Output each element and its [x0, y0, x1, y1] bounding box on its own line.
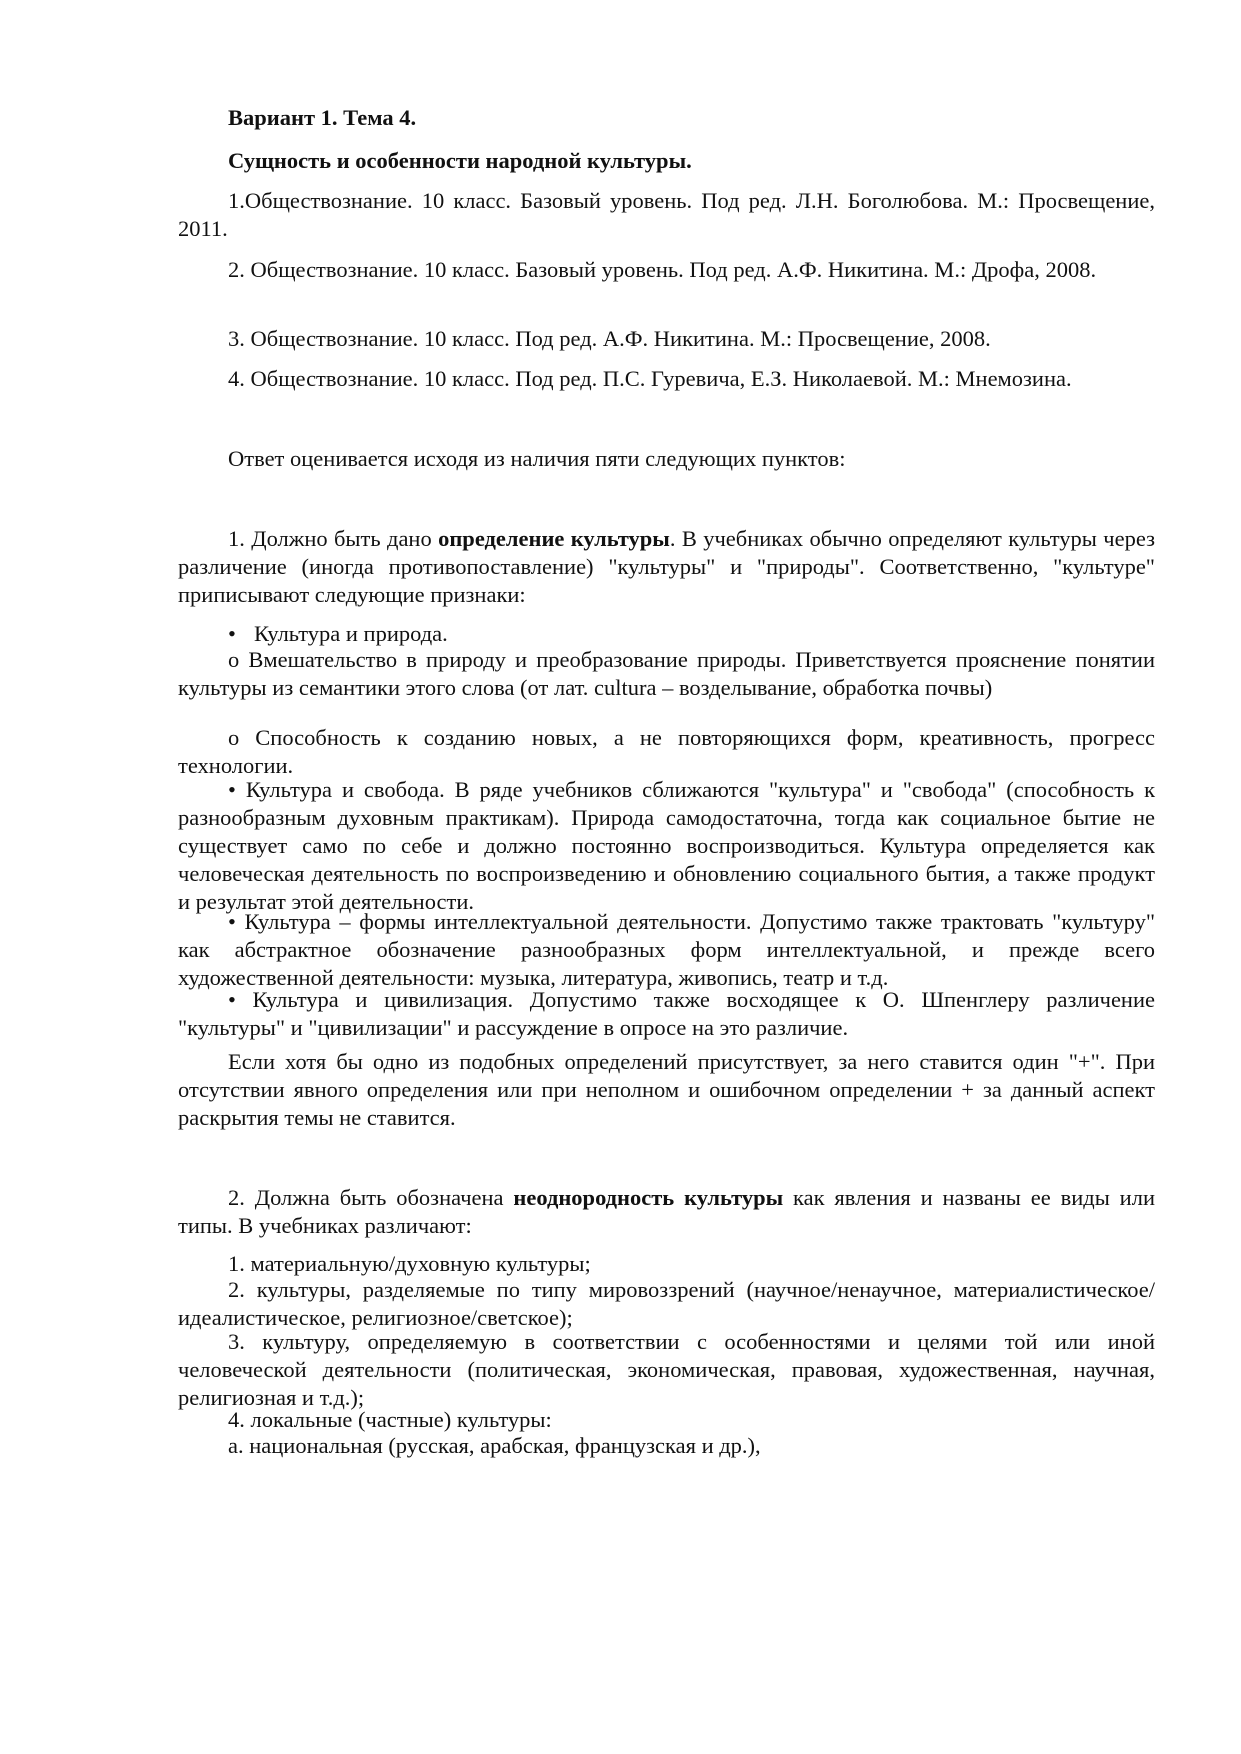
point-1-item: • Культура и свобода. В ряде учебников сближаются "культура" и "свобода" (способность к разнообразным духовным практикам). Природа самодостаточна, тогда как социальное бытие не существует само по себе и должно постоянно воспроизводиться. Культура определяется как человеческая деятельность по воспроизведению и обновлению социального бытия, а также продукт и результат этой деятельности. [178, 777, 1156, 914]
point-2-bold: неоднородность культуры [513, 1185, 784, 1210]
point-1-item: • Культура и природа. [228, 621, 448, 646]
point-1-item: o Способность к созданию новых, а не повторяющихся форм, креативность, прогресс технологии. [178, 725, 1155, 778]
source-2: 2. Обществознание. 10 класс. Базовый уровень. Под ред. А.Ф. Никитина. М.: Дрофа, 2008. [228, 257, 1097, 282]
source-3: 3. Обществознание. 10 класс. Под ред. А.Ф. Никитина. М.: Просвещение, 2008. [228, 326, 991, 351]
point-2-item: а. национальная (русская, арабская, французская и др.), [228, 1433, 761, 1458]
bullet-icon: • [228, 621, 236, 646]
point-2-intro [178, 1184, 1155, 1240]
point-1-item: o Вмешательство в природу и преобразование природы. Приветствуется прояснение понятии культуры из семантики этого слова (от лат. cultura – возделывание, обработка почвы) [178, 647, 1156, 700]
variant-title: Вариант 1. Тема 4. [228, 105, 417, 130]
bullet-icon: • [228, 777, 236, 802]
point-1-after: . В учебниках обычно определяют культуры через различение (иногда противопоставление) "культуры" и "природы". Соответственно, "культуре" приписывают следующие признаки: [178, 526, 1155, 607]
source-4: 4. Обществознание. 10 класс. Под ред. П.С. Гуревича, Е.З. Николаевой. М.: Мнемозина. [228, 366, 1072, 391]
bullet-icon: • [228, 909, 236, 934]
point-1-intro [178, 525, 1155, 609]
topic-title: Сущность и особенности народной культуры. [228, 148, 692, 173]
point-2-item: 2. культуры, разделяемые по типу мировоззрений (научное/ненаучное, материалистическое/идеалистическое, религиозное/светское); [178, 1277, 1155, 1330]
point-2-item: 1. материальную/духовную культуры; [228, 1251, 591, 1276]
point-1-bold: определение культуры [438, 526, 670, 551]
point-2-item: 4. локальные (частные) культуры: [228, 1407, 552, 1432]
point-2-after: как явления и названы ее виды или типы. В учебниках различают: [178, 1185, 1155, 1238]
point-2-before: 2. Должна быть обозначена [228, 1185, 514, 1210]
bullet-icon: • [228, 987, 236, 1012]
point-1-item: • Культура и цивилизация. Допустимо также восходящее к О. Шпенглеру различение "культуры" и "цивилизации" и рассуждение в опросе на это различие. [178, 987, 1156, 1040]
point-1-item: • Культура – формы интеллектуальной деятельности. Допустимо также трактовать "культуру" как абстрактное обозначение разнообразных форм интеллектуальной, и прежде всего художественной деятельности: музыка, литература, живопись, театр и т.д. [178, 909, 1156, 990]
source-1: 1.Обществознание. 10 класс. Базовый уровень. Под ред. Л.Н. Боголюбова. М.: Просвещение, 2011. [178, 188, 1155, 241]
evaluation-intro: Ответ оценивается исходя из наличия пяти следующих пунктов: [228, 446, 846, 471]
point-1-scoring: Если хотя бы одно из подобных определений присутствует, за него ставится один "+". При отсутствии явного определения или при неполном и ошибочном определении + за данный аспект раскрытия темы не ставится. [178, 1049, 1155, 1130]
point-2-item: 3. культуру, определяемую в соответствии с особенностями и целями той или иной человеческой деятельности (политическая, экономическая, правовая, художественная, научная, религиозная и т.д.); [178, 1329, 1155, 1410]
circle-bullet-icon: o [228, 725, 240, 750]
circle-bullet-icon: o [228, 647, 240, 672]
point-1-before: 1. Должно быть дано [228, 526, 439, 551]
